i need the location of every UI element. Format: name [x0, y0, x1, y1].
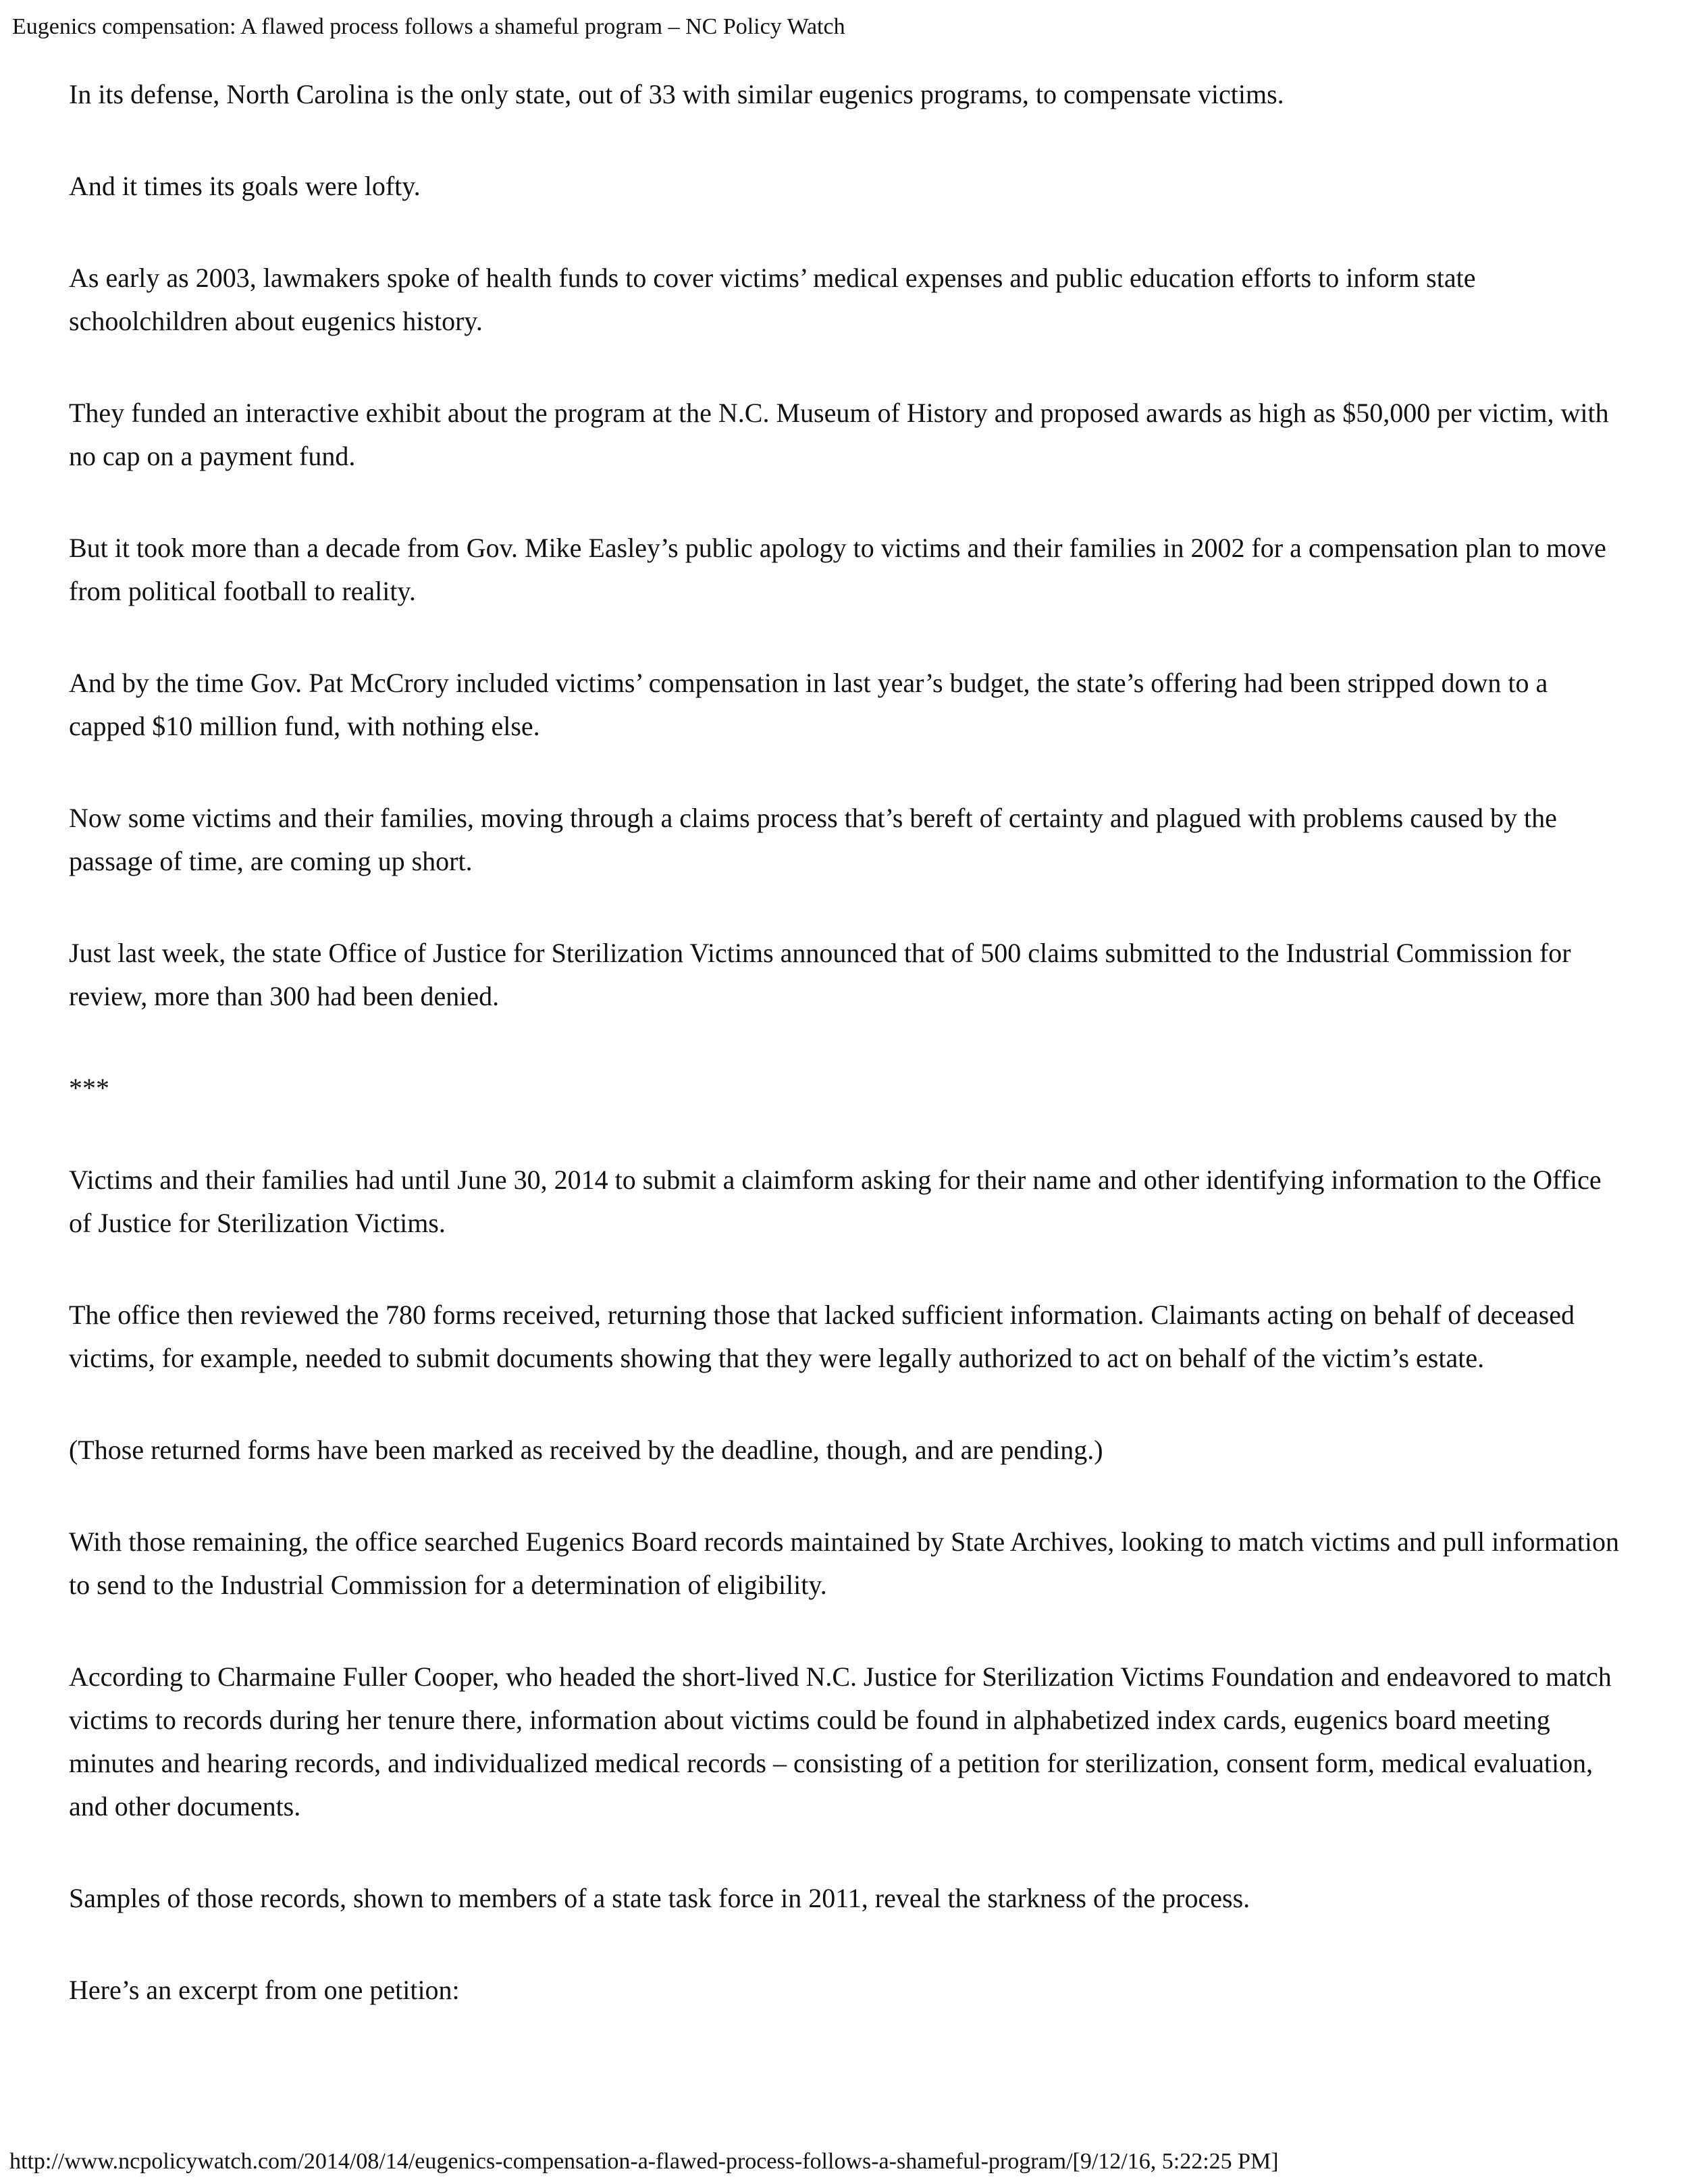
paragraph: And by the time Gov. Pat McCrory included victims’ compensation in last year’s budget, the state’s offering had been stripped down to a capped $10 million fund, with nothing else. [69, 668, 1548, 741]
paragraph: But it took more than a decade from Gov. Mike Easley’s public apology to victims and their families in 2002 for a compensation plan to move from political football to reality. [69, 533, 1606, 606]
paragraph: Here’s an excerpt from one petition: [69, 1975, 460, 2005]
page-footer-url: http://www.ncpolicywatch.com/2014/08/14/eugenics-compensation-a-flawed-process-follows-a-shameful-program/[9/12/16, 5:22:25 PM] [9, 2149, 1279, 2174]
paragraph: With those remaining, the office searched Eugenics Board records maintained by State Archives, looking to match victims and pull information to send to the Industrial Commission for a determination of eligibility. [69, 1526, 1619, 1600]
page-header-title: Eugenics compensation: A flawed process follows a shameful program – NC Policy Watch [12, 14, 845, 39]
article-body [69, 73, 1622, 2060]
paragraph: (Those returned forms have been marked as received by the deadline, though, and are pending.) [69, 1435, 1103, 1465]
paragraph: According to Charmaine Fuller Cooper, who headed the short-lived N.C. Justice for Sterilization Victims Foundation and endeavored to match victims to records during her tenure there, information about victims could be found in alphabetized index cards, eugenics board meeting minutes and hearing records, and individualized medical records – consisting of a petition for sterilization, consent form, medical evaluation, and other documents. [69, 1661, 1612, 1821]
paragraph: Victims and their families had until June 30, 2014 to submit a claimform asking for their name and other identifying information to the Office of Justice for Sterilization Victims. [69, 1165, 1602, 1238]
paragraph: They funded an interactive exhibit about the program at the N.C. Museum of History and proposed awards as high as $50,000 per victim, with no cap on a payment fund. [69, 398, 1609, 471]
paragraph: Just last week, the state Office of Justice for Sterilization Victims announced that of 500 claims submitted to the Industrial Commission for review, more than 300 had been denied. [69, 938, 1571, 1011]
paragraph: As early as 2003, lawmakers spoke of health funds to cover victims’ medical expenses and public education efforts to inform state schoolchildren about eugenics history. [69, 263, 1476, 336]
section-separator: *** [69, 1073, 109, 1103]
paragraph: The office then reviewed the 780 forms received, returning those that lacked sufficient information. Claimants acting on behalf of deceased victims, for example, needed to submit documents showing that they were legally authorized to act on behalf of the victim’s estate. [69, 1300, 1575, 1373]
paragraph: Samples of those records, shown to members of a state task force in 2011, reveal the starkness of the process. [69, 1883, 1250, 1913]
paragraph: And it times its goals were lofty. [69, 171, 421, 201]
paragraph: Now some victims and their families, moving through a claims process that’s bereft of certainty and plagued with problems caused by the passage of time, are coming up short. [69, 803, 1557, 876]
paragraph: In its defense, North Carolina is the only state, out of 33 with similar eugenics programs, to compensate victims. [69, 79, 1284, 109]
